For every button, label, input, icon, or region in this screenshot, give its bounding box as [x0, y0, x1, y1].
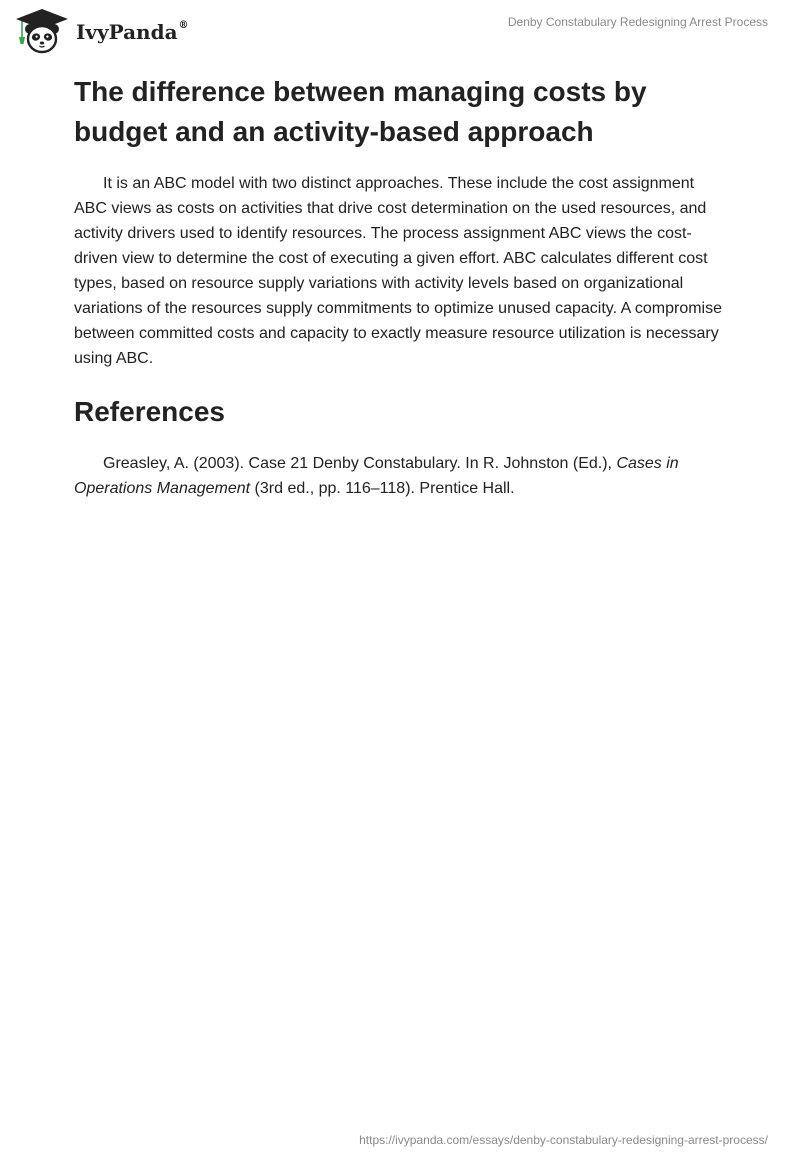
body-paragraph: It is an ABC model with two distinct approaches. These include the cost assignment ABC views as costs on activities that drive cost determination on the used resources, and activity drivers used to identify resources. The process assignment ABC views the cost-driven view to determine the cost of executing a given effort. ABC calculates different cost types, based on resource supply variations with activity levels based on organizational variations of the resources supply commitments to optimize unused capacity. A compromise between committed costs and capacity to exactly measure resource utilization is necessary using ABC. [74, 175, 722, 367]
document-title: Denby Constabulary Redesigning Arrest Process [507, 15, 768, 29]
ivypanda-logo[interactable] [14, 7, 189, 55]
references-heading: References [74, 396, 225, 427]
footer-url[interactable]: https://ivypanda.com/essays/denby-constabulary-redesigning-arrest-process/ [359, 1133, 768, 1147]
brand-name: IvyPanda® [76, 20, 189, 44]
section-heading: The difference between managing costs by budget and an activity-based approach [74, 76, 647, 147]
panda-graduate-icon [14, 7, 70, 55]
page-header [0, 0, 800, 60]
reference-book-title: Cases in Operations Management [74, 455, 679, 497]
reference-entry: Greasley, A. (2003). Case 21 Denby Constabulary. In R. Johnston (Ed.), Cases in Operations Management (3rd ed., pp. 116–118). Prentice Hall. [74, 455, 679, 497]
main-content [74, 72, 730, 501]
